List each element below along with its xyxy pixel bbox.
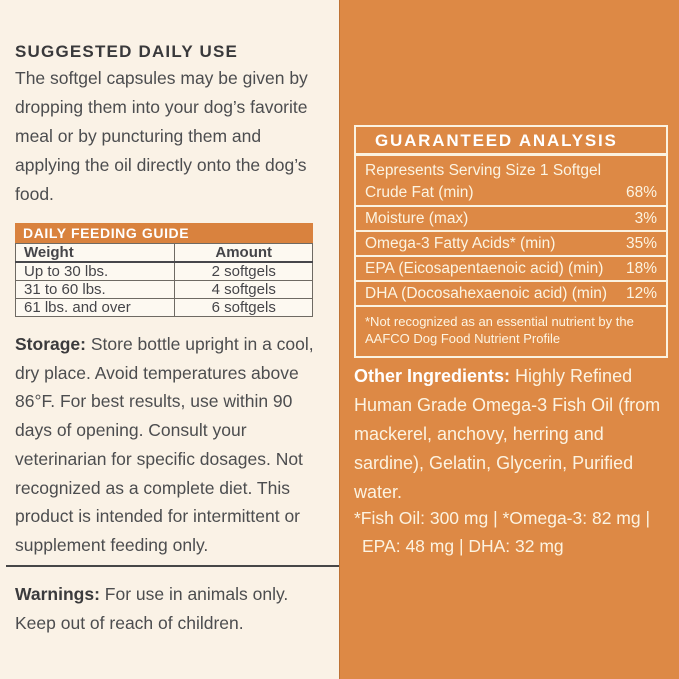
analysis-value: 18% xyxy=(625,260,657,277)
daily-feeding-guide xyxy=(15,223,313,317)
guaranteed-analysis-box xyxy=(354,125,668,358)
analysis-row-crude-fat xyxy=(365,180,657,202)
weight-cell: Up to 30 lbs. xyxy=(16,262,175,281)
analysis-row-epa xyxy=(356,257,666,282)
weight-cell: 31 to 60 lbs. xyxy=(16,281,175,299)
storage-label: Storage: xyxy=(15,334,86,354)
analysis-value: 3% xyxy=(634,210,657,227)
suggested-daily-use-title: SUGGESTED DAILY USE xyxy=(15,42,239,61)
feeding-guide-table xyxy=(15,243,313,317)
weight-cell: 61 lbs. and over xyxy=(16,299,175,317)
table-row xyxy=(16,299,313,317)
suggested-daily-use-text: The softgel capsules may be given by dropping them into your dog’s favorite meal or by puncturing them and applying the oil directly onto the dog’s food. xyxy=(15,68,308,204)
analysis-value: 68% xyxy=(625,184,657,201)
warnings-section xyxy=(15,580,333,638)
serving-size-group xyxy=(356,156,666,207)
other-ingredients-section xyxy=(354,362,672,507)
storage-text: Store bottle upright in a cool, dry place. Avoid temperatures above 86°F. For best results, use within 90 days of opening. Consult your veterinarian for specific dosages. Not recognized as a complete diet. This product is intended for intermittent or supplement feeding only. xyxy=(15,334,314,555)
analysis-row-moisture xyxy=(356,207,666,232)
left-panel xyxy=(0,0,339,679)
amount-cell: 2 softgels xyxy=(175,262,313,281)
analysis-value: 12% xyxy=(625,285,657,302)
amount-cell: 6 softgels xyxy=(175,299,313,317)
active-amounts-line1: *Fish Oil: 300 mg | *Omega-3: 82 mg | xyxy=(354,508,651,528)
other-ingredients-label: Other Ingredients: xyxy=(354,366,511,386)
warnings-label: Warnings: xyxy=(15,584,100,604)
feeding-guide-header-row xyxy=(16,244,313,263)
aafco-footnote: *Not recognized as an essential nutrient by the AAFCO Dog Food Nutrient Profile xyxy=(365,314,634,346)
active-amounts-line2: EPA: 48 mg | DHA: 32 mg xyxy=(362,536,564,556)
active-amounts-section xyxy=(354,504,650,560)
analysis-value: 35% xyxy=(625,235,657,252)
other-ingredients-text: Highly Refined Human Grade Omega-3 Fish Oil (from mackerel, anchovy, herring and sardine), Gelatin, Glycerin, Purified water. xyxy=(354,366,661,502)
analysis-label: EPA (Eicosapentaenoic acid) (min) xyxy=(365,260,604,277)
guaranteed-analysis-title: GUARANTEED ANALYSIS xyxy=(356,127,666,156)
table-row xyxy=(16,281,313,299)
analysis-row-omega3 xyxy=(356,232,666,257)
serving-size-note: Represents Serving Size 1 Softgel xyxy=(365,162,602,179)
analysis-label: Crude Fat (min) xyxy=(365,184,474,201)
amount-cell: 4 softgels xyxy=(175,281,313,299)
analysis-row-dha xyxy=(356,282,666,307)
weight-column-header: Weight xyxy=(16,244,175,263)
warnings-text: For use in animals only. Keep out of reach of children. xyxy=(15,584,289,633)
daily-feeding-guide-title: DAILY FEEDING GUIDE xyxy=(15,223,313,243)
analysis-label: Moisture (max) xyxy=(365,210,469,227)
analysis-label: Omega-3 Fatty Acids* (min) xyxy=(365,235,556,252)
analysis-label: DHA (Docosahexaenoic acid) (min) xyxy=(365,285,608,302)
section-divider xyxy=(6,565,339,567)
table-row xyxy=(16,262,313,281)
storage-section xyxy=(15,330,333,560)
right-panel xyxy=(339,0,679,679)
amount-column-header: Amount xyxy=(175,244,313,263)
